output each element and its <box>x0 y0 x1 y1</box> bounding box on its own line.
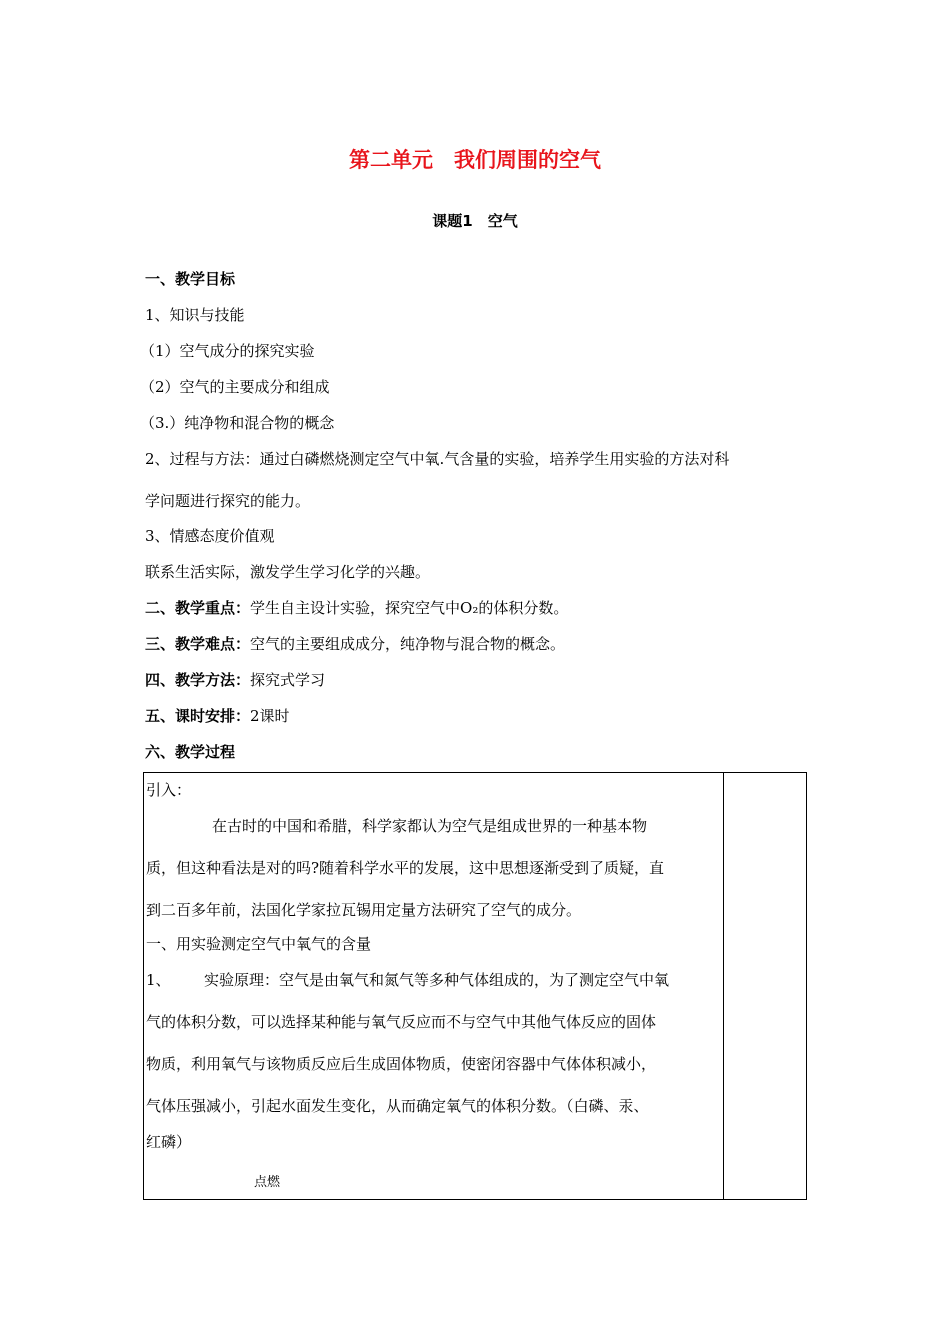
process-method-line-1: 2、过程与方法：通过白磷燃烧测定空气中氧.气含量的实验，培养学生用实验的方法对科 <box>145 450 730 468</box>
intro-paragraph-line-2: 质，但这种看法是对的吗?随着科学水平的发展，这中思想逐渐受到了质疑，直 <box>146 859 665 877</box>
method <box>145 669 325 690</box>
emotion-heading: 3、情感态度价值观 <box>145 527 275 545</box>
principle-line-1: 实验原理：空气是由氧气和氮气等多种气体组成的，为了测定空气中氧 <box>204 971 670 989</box>
unit-title: 第二单元 我们周围的空气 <box>349 148 601 172</box>
emotion-text: 联系生活实际，激发学生学习化学的兴趣。 <box>145 563 431 581</box>
teaching-process-table <box>143 772 807 1200</box>
principle-line-4: 气体压强减小，引起水面发生变化，从而确定氧气的体积分数。（白磷、汞、 <box>146 1097 649 1115</box>
knowledge-heading: 1、知识与技能 <box>145 306 245 324</box>
lesson-title: 课题1 空气 <box>432 212 518 230</box>
process-heading: 六、教学过程 <box>145 743 236 761</box>
schedule-text: 2课时 <box>250 707 290 725</box>
method-text: 探究式学习 <box>250 671 326 689</box>
principle-line-3: 物质，利用氧气与该物质反应后生成固体物质，使密闭容器中气体体积减小， <box>146 1055 657 1073</box>
objectives-heading: 一、教学目标 <box>145 270 236 288</box>
difficulty <box>145 633 565 654</box>
key-point <box>145 597 568 618</box>
difficulty-text: 空气的主要组成成分，纯净物与混合物的概念。 <box>250 635 566 653</box>
intro-label: 引入： <box>146 781 192 799</box>
schedule-label: 五、课时安排： <box>145 707 251 725</box>
schedule <box>145 705 290 726</box>
key-point-text: 学生自主设计实验，探究空气中O₂的体积分数。 <box>250 599 569 617</box>
ignite-label: 点燃 <box>254 1175 281 1190</box>
knowledge-item-3: （3.）纯净物和混合物的概念 <box>140 414 335 432</box>
knowledge-item-2: （2）空气的主要成分和组成 <box>140 378 330 396</box>
principle-number: 1、 <box>146 971 171 989</box>
key-point-label: 二、教学重点： <box>145 599 251 617</box>
method-label: 四、教学方法： <box>145 671 251 689</box>
principle-line-2: 气的体积分数，可以选择某种能与氧气反应而不与空气中其他气体反应的固体 <box>146 1013 657 1031</box>
table-column-divider <box>723 773 724 1199</box>
difficulty-label: 三、教学难点： <box>145 635 251 653</box>
process-method-line-2: 学问题进行探究的能力。 <box>145 492 311 510</box>
section-heading: 一、用实验测定空气中氧气的含量 <box>146 935 372 953</box>
principle-line-5: 红磷） <box>146 1133 192 1151</box>
intro-paragraph-line-1: 在古时的中国和希腊，科学家都认为空气是组成世界的一种基本物 <box>212 817 648 835</box>
knowledge-item-1: （1）空气成分的探究实验 <box>140 342 315 360</box>
intro-paragraph-line-3: 到二百多年前，法国化学家拉瓦锡用定量方法研究了空气的成分。 <box>146 901 582 919</box>
